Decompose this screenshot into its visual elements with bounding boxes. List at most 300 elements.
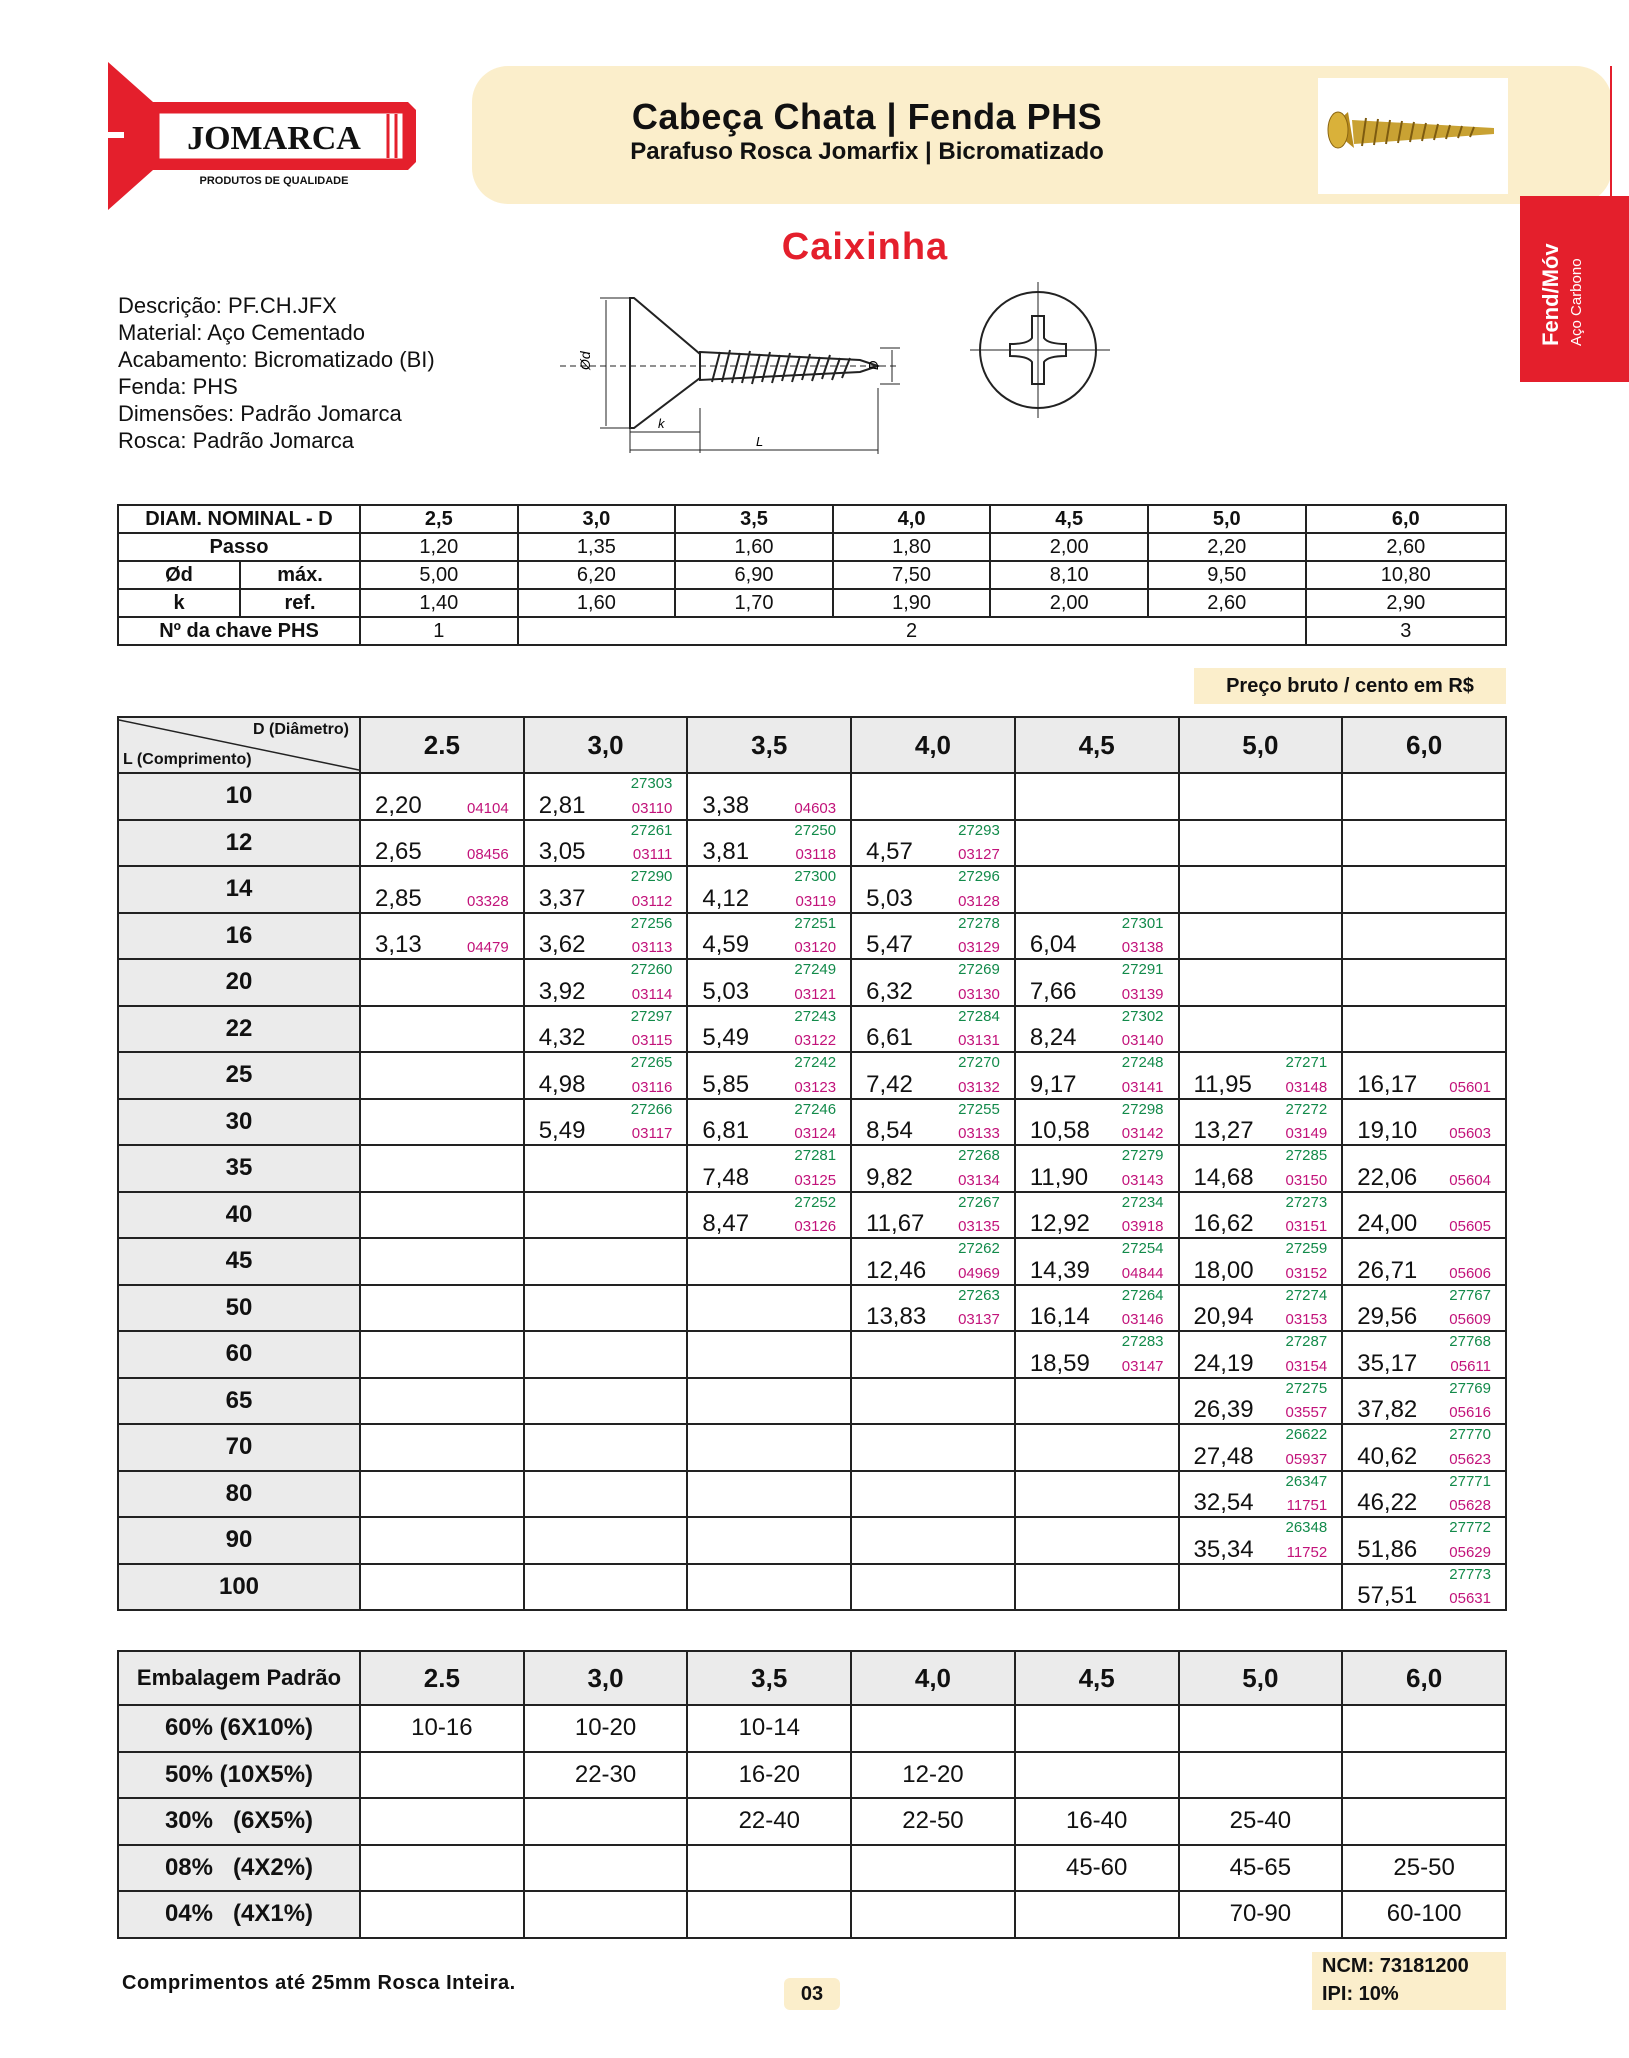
price-cell (524, 1192, 688, 1239)
price-value: 12,92 (1029, 1210, 1090, 1237)
price-value: 57,51 (1357, 1582, 1418, 1609)
pack-col-header: 3,5 (687, 1651, 851, 1705)
product-code-green: 27291 (1121, 961, 1164, 978)
product-code-magenta: 03119 (795, 892, 837, 910)
length-label: 35 (118, 1145, 360, 1192)
price-cell (360, 1378, 524, 1425)
price-cell (1179, 1099, 1343, 1146)
product-code-magenta: 05631 (1449, 1590, 1491, 1607)
product-code-green: 27249 (794, 961, 837, 978)
product-code-green: 26347 (1285, 1472, 1328, 1490)
price-value: 2,85 (375, 884, 422, 912)
product-code-green: 27273 (1285, 1193, 1328, 1211)
pack-cell (1179, 1705, 1343, 1752)
price-cell (524, 1238, 688, 1285)
product-code-magenta: 03130 (958, 985, 1000, 1003)
price-value: 6,32 (866, 977, 913, 1005)
packaging-table (117, 1650, 1507, 1939)
price-value: 24,19 (1193, 1349, 1254, 1377)
price-value: 26,39 (1193, 1396, 1254, 1423)
dim-cell: 1,35 (518, 533, 676, 561)
price-value: 20,94 (1193, 1303, 1254, 1330)
price-cell (524, 866, 688, 913)
product-code-green: 27269 (958, 961, 1000, 978)
dim-cell: 3 (1306, 617, 1506, 645)
product-code-green: 27771 (1449, 1472, 1491, 1490)
product-code-magenta: 04479 (466, 939, 509, 956)
price-cell (1342, 913, 1506, 960)
price-value: 16,62 (1193, 1210, 1254, 1237)
price-cell (1015, 1378, 1179, 1425)
length-label: 25 (118, 1052, 360, 1099)
dim-cell: 1,80 (833, 533, 991, 561)
price-cell (1015, 820, 1179, 867)
dim-col: 5,0 (1148, 505, 1306, 533)
side-tab-sublabel: Aço Carbono (1568, 258, 1585, 346)
dim-col: 3,0 (518, 505, 676, 533)
pack-col-header: 6,0 (1342, 1651, 1506, 1705)
price-cell (1342, 1192, 1506, 1239)
product-code-green: 27290 (630, 868, 673, 885)
product-code-green: 27301 (1121, 914, 1164, 932)
price-cell (1179, 1052, 1343, 1099)
table-row (118, 1099, 1506, 1146)
dim-cell: 1,60 (518, 589, 676, 617)
price-cell (1015, 1006, 1179, 1053)
dim-cell: 10,80 (1306, 561, 1506, 589)
price-value: 35,17 (1357, 1349, 1418, 1377)
table-row (118, 1517, 1506, 1564)
product-code-magenta: 03127 (958, 846, 1000, 863)
price-value: 3,81 (702, 838, 750, 865)
pack-cell (687, 1891, 851, 1938)
price-cell (360, 959, 524, 1006)
screw-photo (1318, 78, 1508, 194)
pack-cell: 25-50 (1342, 1845, 1506, 1892)
table-row (118, 1052, 1506, 1099)
table-row (118, 1891, 1506, 1938)
dim-cell: 1,60 (675, 533, 833, 561)
price-cell (851, 1378, 1015, 1425)
price-cell (1342, 959, 1506, 1006)
tax-info-box (1312, 1952, 1506, 2010)
price-cell (1342, 1285, 1506, 1332)
product-code-green: 27243 (794, 1007, 837, 1025)
product-code-green: 27271 (1285, 1054, 1328, 1071)
product-code-green: 27279 (1121, 1147, 1164, 1164)
price-col-header: 4,5 (1015, 717, 1179, 773)
price-header-row (118, 717, 1506, 773)
price-value: 13,83 (866, 1303, 927, 1330)
price-cell (687, 773, 851, 820)
svg-text:PRODUTOS DE QUALIDADE: PRODUTOS DE QUALIDADE (199, 175, 349, 187)
product-code-magenta: 05603 (1449, 1125, 1491, 1142)
price-cell (1342, 1331, 1506, 1378)
price-cell (1015, 1238, 1179, 1285)
product-code-magenta: 03151 (1285, 1218, 1328, 1235)
pack-header-label: Embalagem Padrão (118, 1651, 360, 1705)
price-value: 7,48 (702, 1163, 750, 1191)
product-code-magenta: 03116 (631, 1078, 673, 1096)
price-cell (851, 1099, 1015, 1146)
price-value: 18,00 (1193, 1256, 1254, 1284)
price-cell (360, 820, 524, 867)
price-cell (851, 1517, 1015, 1564)
dim-header-label: DIAM. NOMINAL - D (118, 505, 360, 533)
product-code-magenta: 03110 (631, 799, 673, 817)
dim-cell: 2 (518, 617, 1306, 645)
product-code-magenta: 03115 (631, 1032, 673, 1049)
price-cell (360, 1564, 524, 1611)
pack-col-header: 5,0 (1179, 1651, 1343, 1705)
product-code-magenta: 03139 (1121, 985, 1164, 1003)
price-cell (360, 866, 524, 913)
spec-thread: Rosca: Padrão Jomarca (118, 428, 354, 453)
price-value: 7,42 (866, 1070, 913, 1098)
pack-cell (1015, 1752, 1179, 1799)
product-code-magenta: 05611 (1450, 1357, 1491, 1375)
price-cell (1179, 820, 1343, 867)
product-code-green: 27297 (630, 1007, 673, 1025)
product-code-magenta: 05604 (1449, 1171, 1491, 1189)
price-col-header: 6,0 (1342, 717, 1506, 773)
price-value: 26,71 (1357, 1256, 1418, 1284)
price-value: 3,37 (538, 884, 586, 912)
product-code-green: 27264 (1121, 1286, 1164, 1304)
dim-row-label: Nº da chave PHS (118, 617, 360, 645)
table-row (118, 1331, 1506, 1378)
table-row (118, 1006, 1506, 1053)
product-code-magenta: 03141 (1121, 1078, 1164, 1096)
product-code-magenta: 05606 (1449, 1264, 1491, 1282)
table-row (118, 959, 1506, 1006)
product-code-magenta: 03112 (631, 892, 673, 910)
product-code-magenta: 03128 (958, 892, 1000, 910)
page-title: Cabeça Chata | Fenda PHS (631, 96, 1103, 137)
price-cell (687, 820, 851, 867)
spec-material: Material: Aço Cementado (118, 320, 366, 345)
pack-cell: 22-30 (524, 1752, 688, 1799)
price-cell (1179, 1378, 1343, 1425)
price-cell (524, 959, 688, 1006)
product-code-magenta: 03153 (1285, 1311, 1328, 1328)
length-label: 90 (118, 1517, 360, 1564)
dim-header-row (118, 505, 1506, 533)
price-cell (851, 1285, 1015, 1332)
table-row (118, 866, 1506, 913)
product-code-magenta: 03129 (958, 939, 1000, 956)
length-label: 14 (118, 866, 360, 913)
price-value: 19,10 (1357, 1117, 1418, 1144)
price-value: 3,05 (538, 838, 586, 865)
price-cell (524, 1424, 688, 1471)
product-code-magenta: 03137 (958, 1311, 1000, 1328)
dim-row-sublabel: máx. (240, 561, 360, 589)
product-code-green: 27260 (630, 961, 673, 978)
product-code-green: 26348 (1285, 1519, 1328, 1536)
product-code-green: 27773 (1449, 1565, 1491, 1583)
table-row (118, 1424, 1506, 1471)
table-row (118, 820, 1506, 867)
price-cell (1179, 1285, 1343, 1332)
price-cell (1342, 1145, 1506, 1192)
price-cell (360, 1471, 524, 1518)
pack-cell: 10-14 (687, 1705, 851, 1752)
price-cell (1342, 1006, 1506, 1053)
product-code-magenta: 03120 (794, 939, 837, 956)
price-cell (851, 913, 1015, 960)
price-value: 5,03 (866, 884, 913, 912)
product-code-green: 27246 (794, 1100, 837, 1118)
length-label: 80 (118, 1471, 360, 1518)
price-value: 3,38 (702, 791, 750, 819)
price-value: 32,54 (1193, 1489, 1254, 1516)
product-code-magenta: 03113 (631, 939, 673, 956)
price-cell (360, 1331, 524, 1378)
product-code-green: 27298 (1121, 1100, 1164, 1118)
price-cell (360, 1192, 524, 1239)
product-code-green: 27767 (1449, 1286, 1491, 1304)
price-cell (1015, 1424, 1179, 1471)
technical-drawing (560, 278, 1120, 458)
pack-row-label: 04% (4X1%) (118, 1891, 360, 1938)
price-value: 9,17 (1029, 1070, 1077, 1098)
price-cell (687, 1192, 851, 1239)
pack-cell (1015, 1705, 1179, 1752)
price-value: 13,27 (1193, 1117, 1254, 1144)
price-cell (1342, 1517, 1506, 1564)
product-code-green: 27263 (958, 1286, 1000, 1304)
price-cell (851, 1424, 1015, 1471)
price-value: 6,61 (866, 1024, 913, 1051)
price-cell (524, 1052, 688, 1099)
price-table (117, 716, 1507, 1611)
pack-row-label: 50% (10X5%) (118, 1752, 360, 1799)
product-code-green: 27274 (1285, 1286, 1328, 1304)
price-cell (524, 820, 688, 867)
pack-cell: 22-50 (851, 1798, 1015, 1845)
product-code-magenta: 03147 (1121, 1357, 1164, 1375)
product-code-magenta: 03114 (631, 985, 673, 1003)
price-cell (687, 1099, 851, 1146)
spec-slot: Fenda: PHS (118, 374, 238, 399)
pack-cell: 16-20 (687, 1752, 851, 1799)
price-cell (1015, 1564, 1179, 1611)
product-code-magenta: 05623 (1449, 1450, 1491, 1468)
price-cell (687, 1238, 851, 1285)
price-value: 4,12 (702, 884, 750, 912)
dim-cell: 1 (360, 617, 518, 645)
dim-cell: 1,70 (675, 589, 833, 617)
price-cell (1179, 866, 1343, 913)
dim-row-key (118, 617, 1506, 645)
price-table-body (118, 773, 1506, 1610)
pack-cell: 70-90 (1179, 1891, 1343, 1938)
product-code-magenta: 03125 (794, 1171, 837, 1189)
footer-note: Comprimentos até 25mm Rosca Inteira. (122, 1972, 516, 1994)
product-code-magenta: 03122 (794, 1032, 837, 1049)
price-cell (360, 1517, 524, 1564)
dim-row-k (118, 589, 1506, 617)
price-value: 29,56 (1357, 1303, 1418, 1330)
price-cell (1179, 1006, 1343, 1053)
product-code-green: 27268 (958, 1147, 1000, 1164)
product-code-green: 27772 (1449, 1519, 1491, 1536)
dim-cell: 2,60 (1148, 589, 1306, 617)
product-code-green: 27262 (958, 1240, 1000, 1257)
table-row (118, 1705, 1506, 1752)
dim-col: 6,0 (1306, 505, 1506, 533)
product-code-green: 27300 (794, 868, 837, 885)
length-label: 22 (118, 1006, 360, 1053)
price-cell (1342, 1378, 1506, 1425)
price-value: 5,49 (538, 1117, 586, 1144)
dim-row-od (118, 561, 1506, 589)
price-cell (851, 773, 1015, 820)
price-cell (851, 1238, 1015, 1285)
pack-cell (360, 1752, 524, 1799)
price-cell (1015, 1052, 1179, 1099)
price-cell (1342, 1099, 1506, 1146)
price-value: 2,20 (375, 791, 422, 819)
price-cell (524, 1006, 688, 1053)
price-cell (1015, 866, 1179, 913)
dim-cell: 1,90 (833, 589, 991, 617)
product-code-green: 27281 (794, 1147, 837, 1164)
price-cell (687, 1331, 851, 1378)
product-code-green: 27252 (794, 1193, 837, 1211)
pack-cell (524, 1845, 688, 1892)
product-code-magenta: 03557 (1285, 1404, 1328, 1421)
product-code-magenta: 03124 (794, 1125, 837, 1142)
product-code-green: 27254 (1121, 1240, 1164, 1257)
price-value: 8,47 (702, 1210, 750, 1237)
price-value: 51,86 (1357, 1535, 1418, 1563)
product-code-magenta: 05628 (1449, 1497, 1491, 1514)
price-cell (524, 1378, 688, 1425)
pack-row-label: 08% (4X2%) (118, 1845, 360, 1892)
header-accent-line (1610, 66, 1612, 196)
price-cell (851, 1471, 1015, 1518)
price-value: 37,82 (1357, 1396, 1418, 1423)
pack-cell: 60-100 (1342, 1891, 1506, 1938)
dim-cell: 6,20 (518, 561, 676, 589)
product-code-magenta: 03154 (1285, 1357, 1328, 1375)
corner-length-label: L (Comprimento) (123, 751, 252, 768)
length-label: 30 (118, 1099, 360, 1146)
price-col-header: 2.5 (360, 717, 524, 773)
pack-header-row (118, 1651, 1506, 1705)
price-value: 18,59 (1029, 1349, 1090, 1377)
price-cell (851, 820, 1015, 867)
price-cell (1015, 1099, 1179, 1146)
price-cell (851, 1192, 1015, 1239)
dim-cell: 1,40 (360, 589, 518, 617)
product-code-magenta: 05605 (1449, 1218, 1491, 1235)
ncm-code: NCM: 73181200 (1322, 1955, 1469, 1977)
product-code-green: 27272 (1285, 1100, 1328, 1118)
product-code-green: 27261 (630, 821, 673, 839)
product-code-green: 27293 (958, 821, 1000, 839)
spec-dimensions: Dimensões: Padrão Jomarca (118, 401, 402, 426)
price-col-header: 3,5 (687, 717, 851, 773)
pack-cell (360, 1845, 524, 1892)
price-value: 11,90 (1029, 1163, 1089, 1191)
price-value: 8,54 (866, 1117, 913, 1144)
product-code-green: 27234 (1121, 1193, 1164, 1211)
product-code-magenta: 03150 (1285, 1171, 1328, 1189)
pack-row-label: 60% (6X10%) (118, 1705, 360, 1752)
product-code-green: 26622 (1285, 1426, 1328, 1443)
product-code-magenta: 03140 (1121, 1032, 1164, 1049)
price-cell (1015, 959, 1179, 1006)
product-code-magenta: 03143 (1121, 1171, 1164, 1189)
dim-cell: 5,00 (360, 561, 518, 589)
price-cell (1015, 1145, 1179, 1192)
price-value: 5,03 (702, 977, 750, 1005)
price-cell (687, 1145, 851, 1192)
price-value: 35,34 (1193, 1535, 1254, 1563)
product-code-magenta: 03149 (1285, 1125, 1328, 1142)
product-code-green: 27255 (958, 1100, 1000, 1118)
price-cell (360, 1099, 524, 1146)
side-tab-label: Fend/Móv (1538, 243, 1563, 346)
price-value: 14,39 (1029, 1256, 1090, 1284)
product-code-magenta: 05616 (1449, 1404, 1491, 1421)
pack-cell: 12-20 (851, 1752, 1015, 1799)
price-value: 4,59 (702, 931, 750, 958)
pack-cell (524, 1891, 688, 1938)
length-label: 40 (118, 1192, 360, 1239)
product-code-magenta: 03132 (958, 1078, 1000, 1096)
price-cell (1342, 866, 1506, 913)
price-value: 27,48 (1193, 1442, 1254, 1470)
spec-finish: Acabamento: Bicromatizado (BI) (118, 347, 435, 372)
price-cell (360, 913, 524, 960)
dim-row-label: Passo (118, 533, 360, 561)
table-row (118, 1798, 1506, 1845)
price-value: 8,24 (1029, 1024, 1077, 1051)
product-code-magenta: 04844 (1121, 1264, 1164, 1282)
dim-col: 3,5 (675, 505, 833, 533)
dim-cell: 2,00 (990, 533, 1148, 561)
pack-col-header: 3,0 (524, 1651, 688, 1705)
price-value: 11,67 (866, 1210, 925, 1237)
product-code-magenta: 03134 (958, 1171, 1000, 1189)
price-cell (1179, 913, 1343, 960)
product-code-magenta: 03918 (1121, 1218, 1164, 1235)
length-label: 16 (118, 913, 360, 960)
product-code-magenta: 05629 (1449, 1543, 1491, 1561)
price-cell (1015, 1285, 1179, 1332)
price-value: 5,47 (866, 931, 913, 958)
pack-cell (851, 1845, 1015, 1892)
pack-cell (360, 1798, 524, 1845)
page-subtitle: Parafuso Rosca Jomarfix | Bicromatizado (630, 138, 1104, 165)
price-value: 3,62 (538, 931, 586, 958)
spec-list (118, 292, 435, 454)
pack-col-header: 4,0 (851, 1651, 1015, 1705)
price-cell (1342, 1564, 1506, 1611)
price-cell (687, 1285, 851, 1332)
price-cell (851, 1145, 1015, 1192)
pack-cell: 45-60 (1015, 1845, 1179, 1892)
product-code-green: 27303 (630, 775, 673, 792)
length-label: 60 (118, 1331, 360, 1378)
price-cell (687, 1564, 851, 1611)
drawing-label-od: Ød (577, 351, 593, 370)
product-code-magenta: 03146 (1121, 1311, 1164, 1328)
